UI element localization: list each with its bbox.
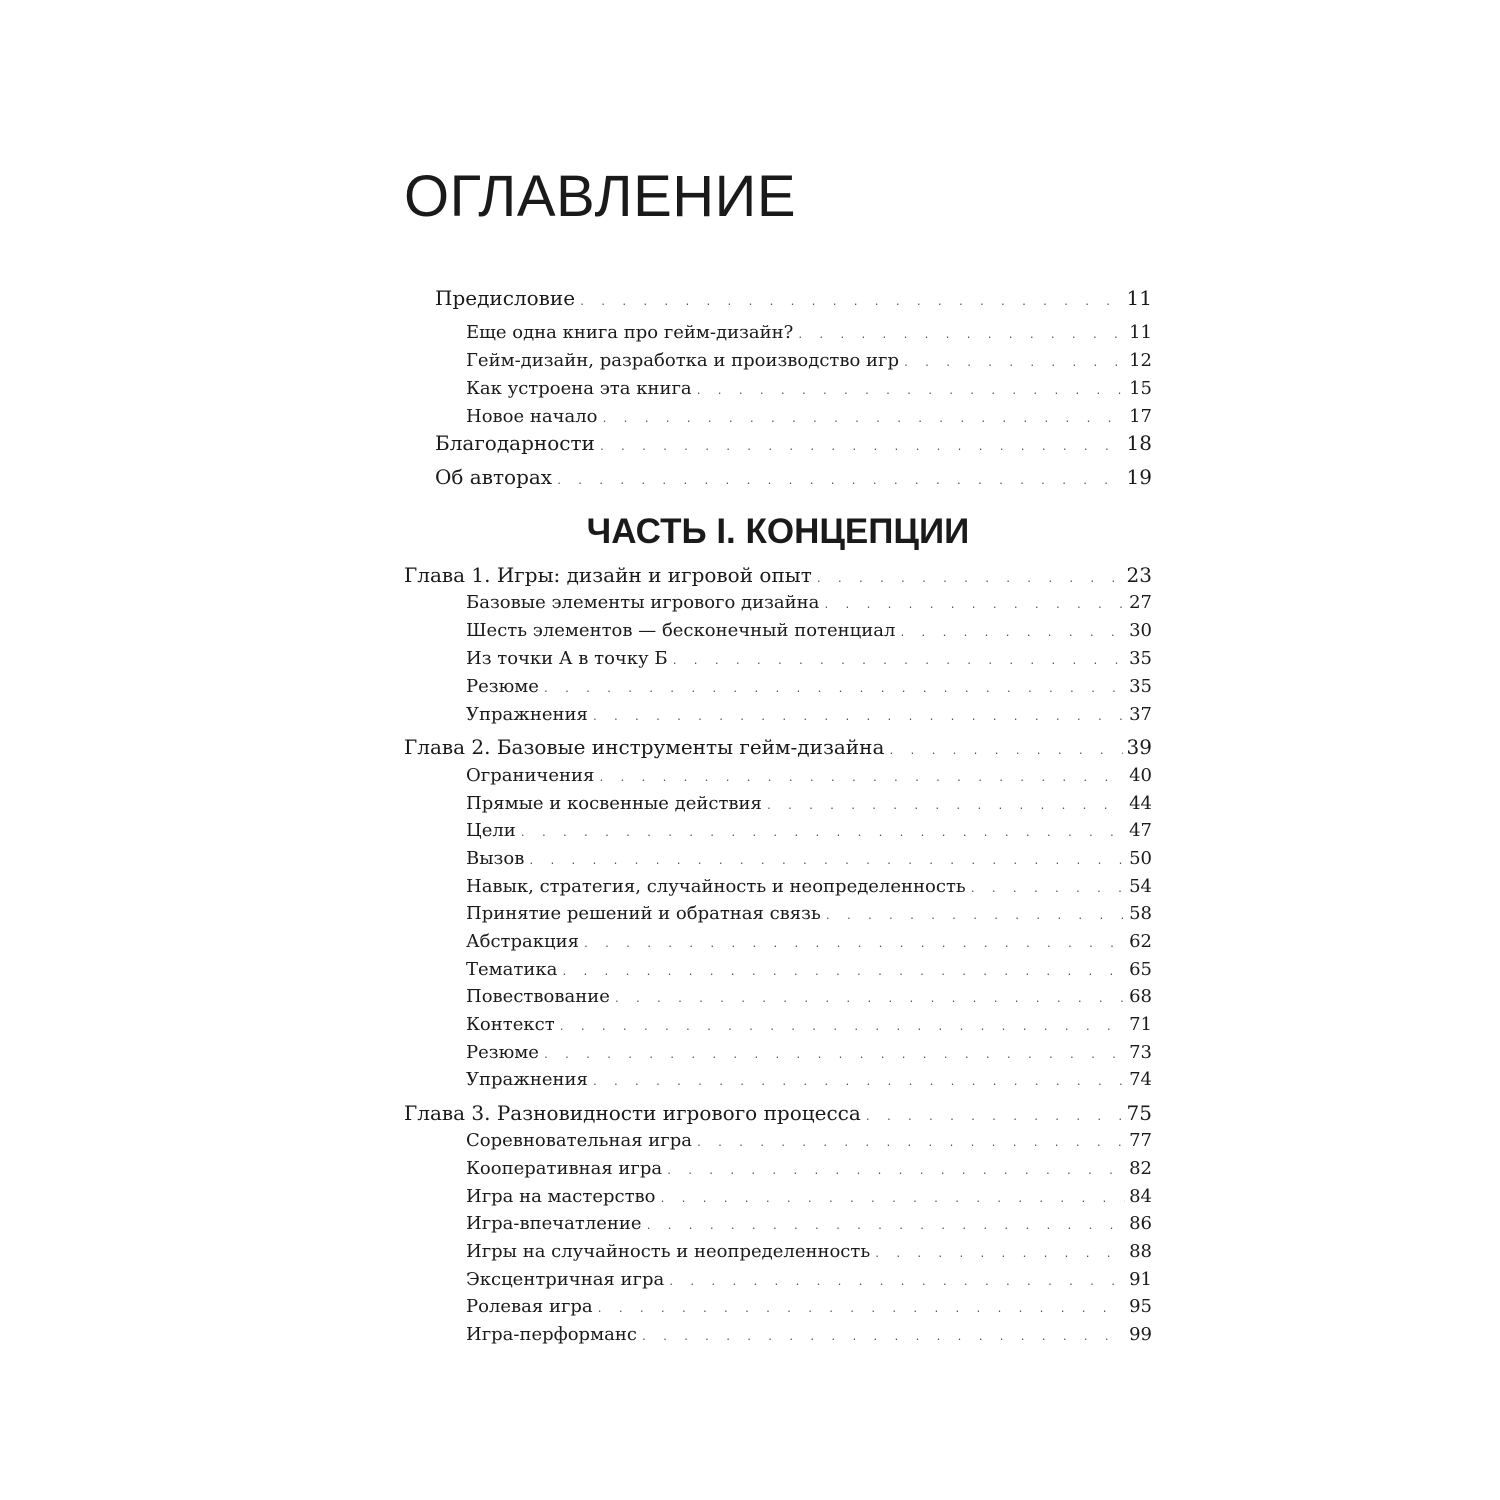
toc-entry-label: Из точки А в точку Б	[466, 648, 668, 669]
toc-entry	[466, 676, 1152, 697]
leader-dots	[579, 297, 1122, 308]
toc-entry	[404, 563, 1152, 587]
toc-entry	[466, 620, 1152, 641]
toc-entry-page: 77	[1129, 1130, 1152, 1151]
leader-dots	[970, 884, 1125, 895]
toc-entry-page: 74	[1129, 1069, 1152, 1090]
leader-dots	[865, 1112, 1123, 1123]
toc-entry-page: 23	[1126, 563, 1152, 587]
leader-dots	[543, 684, 1125, 695]
toc-entry-label: Абстракция	[466, 931, 579, 952]
toc-entry-page: 50	[1129, 848, 1152, 869]
toc-entry	[466, 1186, 1152, 1207]
leader-dots	[598, 773, 1125, 784]
toc-entry-page: 62	[1129, 931, 1152, 952]
toc-entry-page: 75	[1126, 1101, 1152, 1125]
part-title: ЧАСТЬ I. КОНЦЕПЦИИ	[586, 512, 970, 551]
toc-entry	[466, 1130, 1152, 1151]
toc-entry-page: 47	[1129, 820, 1152, 841]
toc-entry	[466, 765, 1152, 786]
leader-dots	[816, 574, 1123, 585]
leader-dots	[592, 1077, 1125, 1088]
toc-entry	[466, 793, 1152, 814]
leader-dots	[696, 386, 1125, 397]
toc-entry-label: Игра-перформанс	[466, 1324, 637, 1345]
toc-entry-label: Новое начало	[466, 406, 598, 427]
toc-entry-label: Игра на мастерство	[466, 1186, 656, 1207]
toc-entry	[466, 1296, 1152, 1317]
leader-dots	[599, 442, 1123, 453]
toc-entry-page: 11	[1126, 286, 1152, 310]
toc-entry-label: Ограничения	[466, 765, 595, 786]
toc-entry-page: 44	[1129, 793, 1152, 814]
toc-entry-label: Глава 3. Разновидности игрового процесса	[404, 1101, 861, 1125]
toc-entry-label: Прямые и косвенные действия	[466, 793, 762, 814]
toc-entry-label: Соревновательная игра	[466, 1130, 692, 1151]
toc-entry-page: 68	[1129, 986, 1152, 1007]
toc-entry-label: Резюме	[466, 676, 539, 697]
toc-entry-page: 88	[1129, 1241, 1152, 1262]
toc-entry-label: Как устроена эта книга	[466, 378, 692, 399]
toc-entry-page: 37	[1129, 704, 1152, 725]
toc-entry-page: 27	[1129, 592, 1152, 613]
leader-dots	[888, 746, 1122, 757]
leader-dots	[903, 358, 1125, 369]
leader-dots	[825, 911, 1125, 922]
leader-dots	[899, 628, 1125, 639]
toc-entry-page: 35	[1129, 676, 1152, 697]
toc-entry-label: Еще одна книга про гейм-дизайн?	[466, 322, 794, 343]
leader-dots	[874, 1249, 1125, 1260]
toc-entry-page: 58	[1129, 903, 1152, 924]
toc-entry	[466, 350, 1152, 371]
toc-entry-page: 40	[1129, 765, 1152, 786]
toc-entry-page: 30	[1129, 620, 1152, 641]
toc-entry-label: Предисловие	[435, 286, 576, 310]
toc-entry-label: Тематика	[466, 959, 558, 980]
toc-entry-page: 19	[1126, 465, 1152, 489]
toc-entry-label: Базовые элементы игрового дизайна	[466, 592, 820, 613]
leader-dots	[672, 656, 1125, 667]
leader-dots	[696, 1138, 1125, 1149]
toc-entry-label: Шесть элементов — бесконечный потенциал	[466, 620, 896, 641]
toc-entry	[435, 431, 1152, 455]
toc-entry-page: 95	[1129, 1296, 1152, 1317]
toc-entry	[466, 406, 1152, 427]
toc-entry	[466, 1069, 1152, 1090]
toc-entry	[466, 1158, 1152, 1179]
toc-entry-page: 35	[1129, 648, 1152, 669]
toc-entry-label: Упражнения	[466, 1069, 588, 1090]
leader-dots	[646, 1221, 1126, 1232]
toc-entry	[404, 735, 1152, 759]
toc-entry-label: Эксцентричная игра	[466, 1269, 665, 1290]
toc-entry-label: Кооперативная игра	[466, 1158, 663, 1179]
toc-entry-page: 91	[1129, 1269, 1152, 1290]
toc-entry-label: Благодарности	[435, 431, 595, 455]
leader-dots	[766, 801, 1125, 812]
toc-entry-label: Глава 1. Игры: дизайн и игровой опыт	[404, 563, 812, 587]
toc-entry	[466, 903, 1152, 924]
toc-entry	[466, 986, 1152, 1007]
toc-entry	[435, 465, 1152, 489]
toc-entry-label: Контекст	[466, 1014, 555, 1035]
toc-entry-label: Ролевая игра	[466, 1296, 593, 1317]
toc-entry-label: Повествование	[466, 986, 610, 1007]
toc-entry-label: Вызов	[466, 848, 525, 869]
toc-entry	[466, 848, 1152, 869]
toc-entry-page: 65	[1129, 959, 1152, 980]
toc-entry-label: Навык, стратегия, случайность и неопределенность	[466, 876, 966, 897]
leader-dots	[520, 828, 1125, 839]
toc-entry-page: 86	[1129, 1213, 1152, 1234]
toc-entry	[466, 1324, 1152, 1345]
toc-entry-page: 15	[1129, 378, 1152, 399]
toc-entry	[466, 876, 1152, 897]
toc-entry	[466, 648, 1152, 669]
toc-entry-page: 82	[1129, 1158, 1152, 1179]
toc-entry	[466, 931, 1152, 952]
toc-entry	[466, 704, 1152, 725]
toc-entry-page: 54	[1129, 876, 1152, 897]
leader-dots	[641, 1332, 1125, 1343]
toc-entry-label: Принятие решений и обратная связь	[466, 903, 821, 924]
toc-entry	[466, 1269, 1152, 1290]
toc-entry-page: 71	[1129, 1014, 1152, 1035]
page-title: ОГЛАВЛЕНИЕ	[404, 164, 797, 229]
toc-entry-page: 18	[1126, 431, 1152, 455]
leader-dots	[666, 1166, 1125, 1177]
toc-entry-page: 73	[1129, 1042, 1152, 1063]
toc-entry-page: 12	[1129, 350, 1152, 371]
leader-dots	[528, 856, 1125, 867]
toc-entry-label: Упражнения	[466, 704, 588, 725]
leader-dots	[597, 1304, 1125, 1315]
leader-dots	[797, 330, 1125, 341]
toc-entry-page: 84	[1129, 1186, 1152, 1207]
toc-entry	[404, 1101, 1152, 1125]
toc-entry	[466, 959, 1152, 980]
toc-entry	[435, 286, 1152, 310]
toc-entry	[466, 1213, 1152, 1234]
leader-dots	[668, 1277, 1125, 1288]
toc-entry	[466, 1042, 1152, 1063]
leader-dots	[614, 994, 1125, 1005]
toc-entry-label: Гейм-дизайн, разработка и производство игр	[466, 350, 900, 371]
toc-entry-label: Об авторах	[435, 465, 553, 489]
leader-dots	[660, 1194, 1126, 1205]
toc-entry-page: 99	[1129, 1324, 1152, 1345]
leader-dots	[583, 939, 1125, 950]
toc-entry-page: 17	[1129, 406, 1152, 427]
toc-entry-page: 39	[1126, 735, 1152, 759]
toc-entry	[466, 820, 1152, 841]
leader-dots	[592, 712, 1125, 723]
leader-dots	[556, 476, 1122, 487]
toc-entry-label: Игра-впечатление	[466, 1213, 642, 1234]
toc-entry	[466, 592, 1152, 613]
toc-entry-label: Глава 2. Базовые инструменты гейм-дизайна	[404, 735, 885, 759]
leader-dots	[602, 414, 1126, 425]
toc-entry-label: Игры на случайность и неопределенность	[466, 1241, 871, 1262]
leader-dots	[559, 1022, 1125, 1033]
toc-entry	[466, 1014, 1152, 1035]
leader-dots	[543, 1050, 1125, 1061]
toc-entry-label: Резюме	[466, 1042, 539, 1063]
toc-entry-label: Цели	[466, 820, 516, 841]
leader-dots	[823, 600, 1125, 611]
toc-entry	[466, 322, 1152, 343]
toc-entry	[466, 378, 1152, 399]
leader-dots	[561, 967, 1125, 978]
toc-entry-page: 11	[1129, 322, 1152, 343]
toc-entry	[466, 1241, 1152, 1262]
